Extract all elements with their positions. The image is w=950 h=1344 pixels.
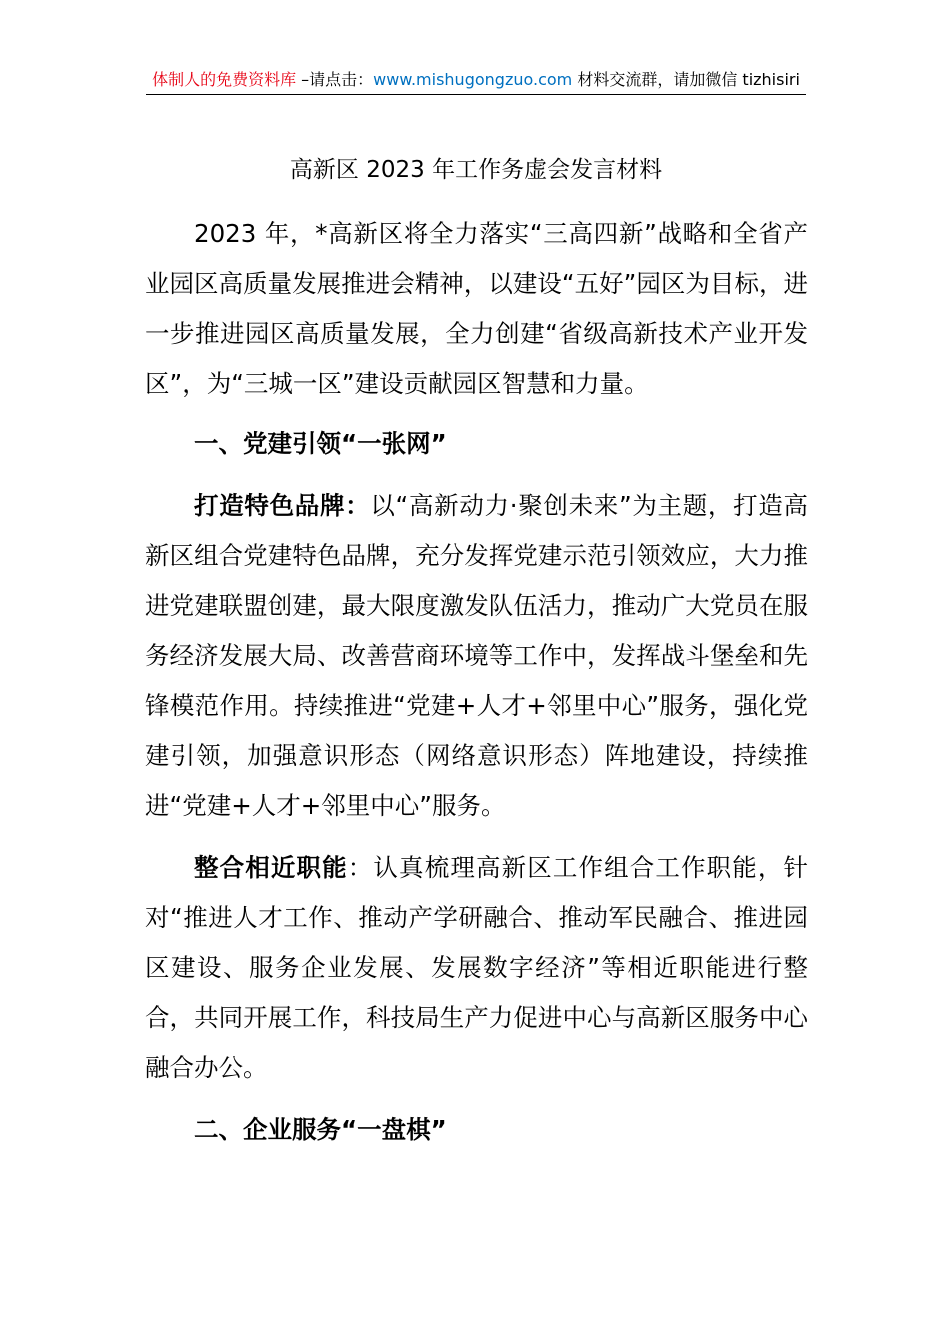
item-2-lead: 整合相近职能 xyxy=(194,853,348,882)
header-brand: 体制人的免费资料库 xyxy=(152,70,297,89)
header-prompt: –请点击： xyxy=(296,70,374,89)
item-2-body: ：认真梳理高新区工作组合工作职能，针对“推进人才工作、推动产学研融合、推动军民融合、推进园区建设、服务企业发展、发展数字经济”等相近职能进行整合，共同开展工作，科技局生产力促进中心与高新区服务中心融合办公。 xyxy=(145,853,809,1082)
item-1-body: 以“高新动力·聚创未来”为主题，打造高新区组合党建特色品牌，充分发挥党建示范引领效应，大力推进党建联盟创建，最大限度激发队伍活力，推动广大党员在服务经济发展大局、改善营商环境等工作中，发挥战斗堡垒和先锋模范作用。持续推进“党建+人才+邻里中心”服务，强化党建引领，加强意识形态（网络意识形态）阵地建设，持续推进“党建+人才+邻里中心”服务。 xyxy=(145,491,809,820)
section-2-heading: 二、企业服务“一盘棋” xyxy=(194,1115,447,1144)
document-body xyxy=(145,209,808,1155)
document-title: 高新区 2023 年工作务虚会发言材料 xyxy=(289,157,663,183)
section-1-item-2 xyxy=(145,843,808,1093)
header-wechat-note: 材料交流群，请加微信 tizhisiri xyxy=(572,70,800,89)
section-1-heading: 一、党建引领“一张网” xyxy=(194,429,447,458)
item-1-lead: 打造特色品牌： xyxy=(194,491,371,520)
page-header xyxy=(146,66,806,95)
section-1-item-1 xyxy=(145,481,808,831)
intro-paragraph: 2023 年，*高新区将全力落实“三高四新”战略和全省产业园区高质量发展推进会精神，以建设“五好”园区为目标，进一步推进园区高质量发展，全力创建“省级高新技术产业开发区”，为“三城一区”建设贡献园区智慧和力量。 xyxy=(145,219,808,398)
header-url-link[interactable]: www.mishugongzuo.com xyxy=(373,70,573,89)
